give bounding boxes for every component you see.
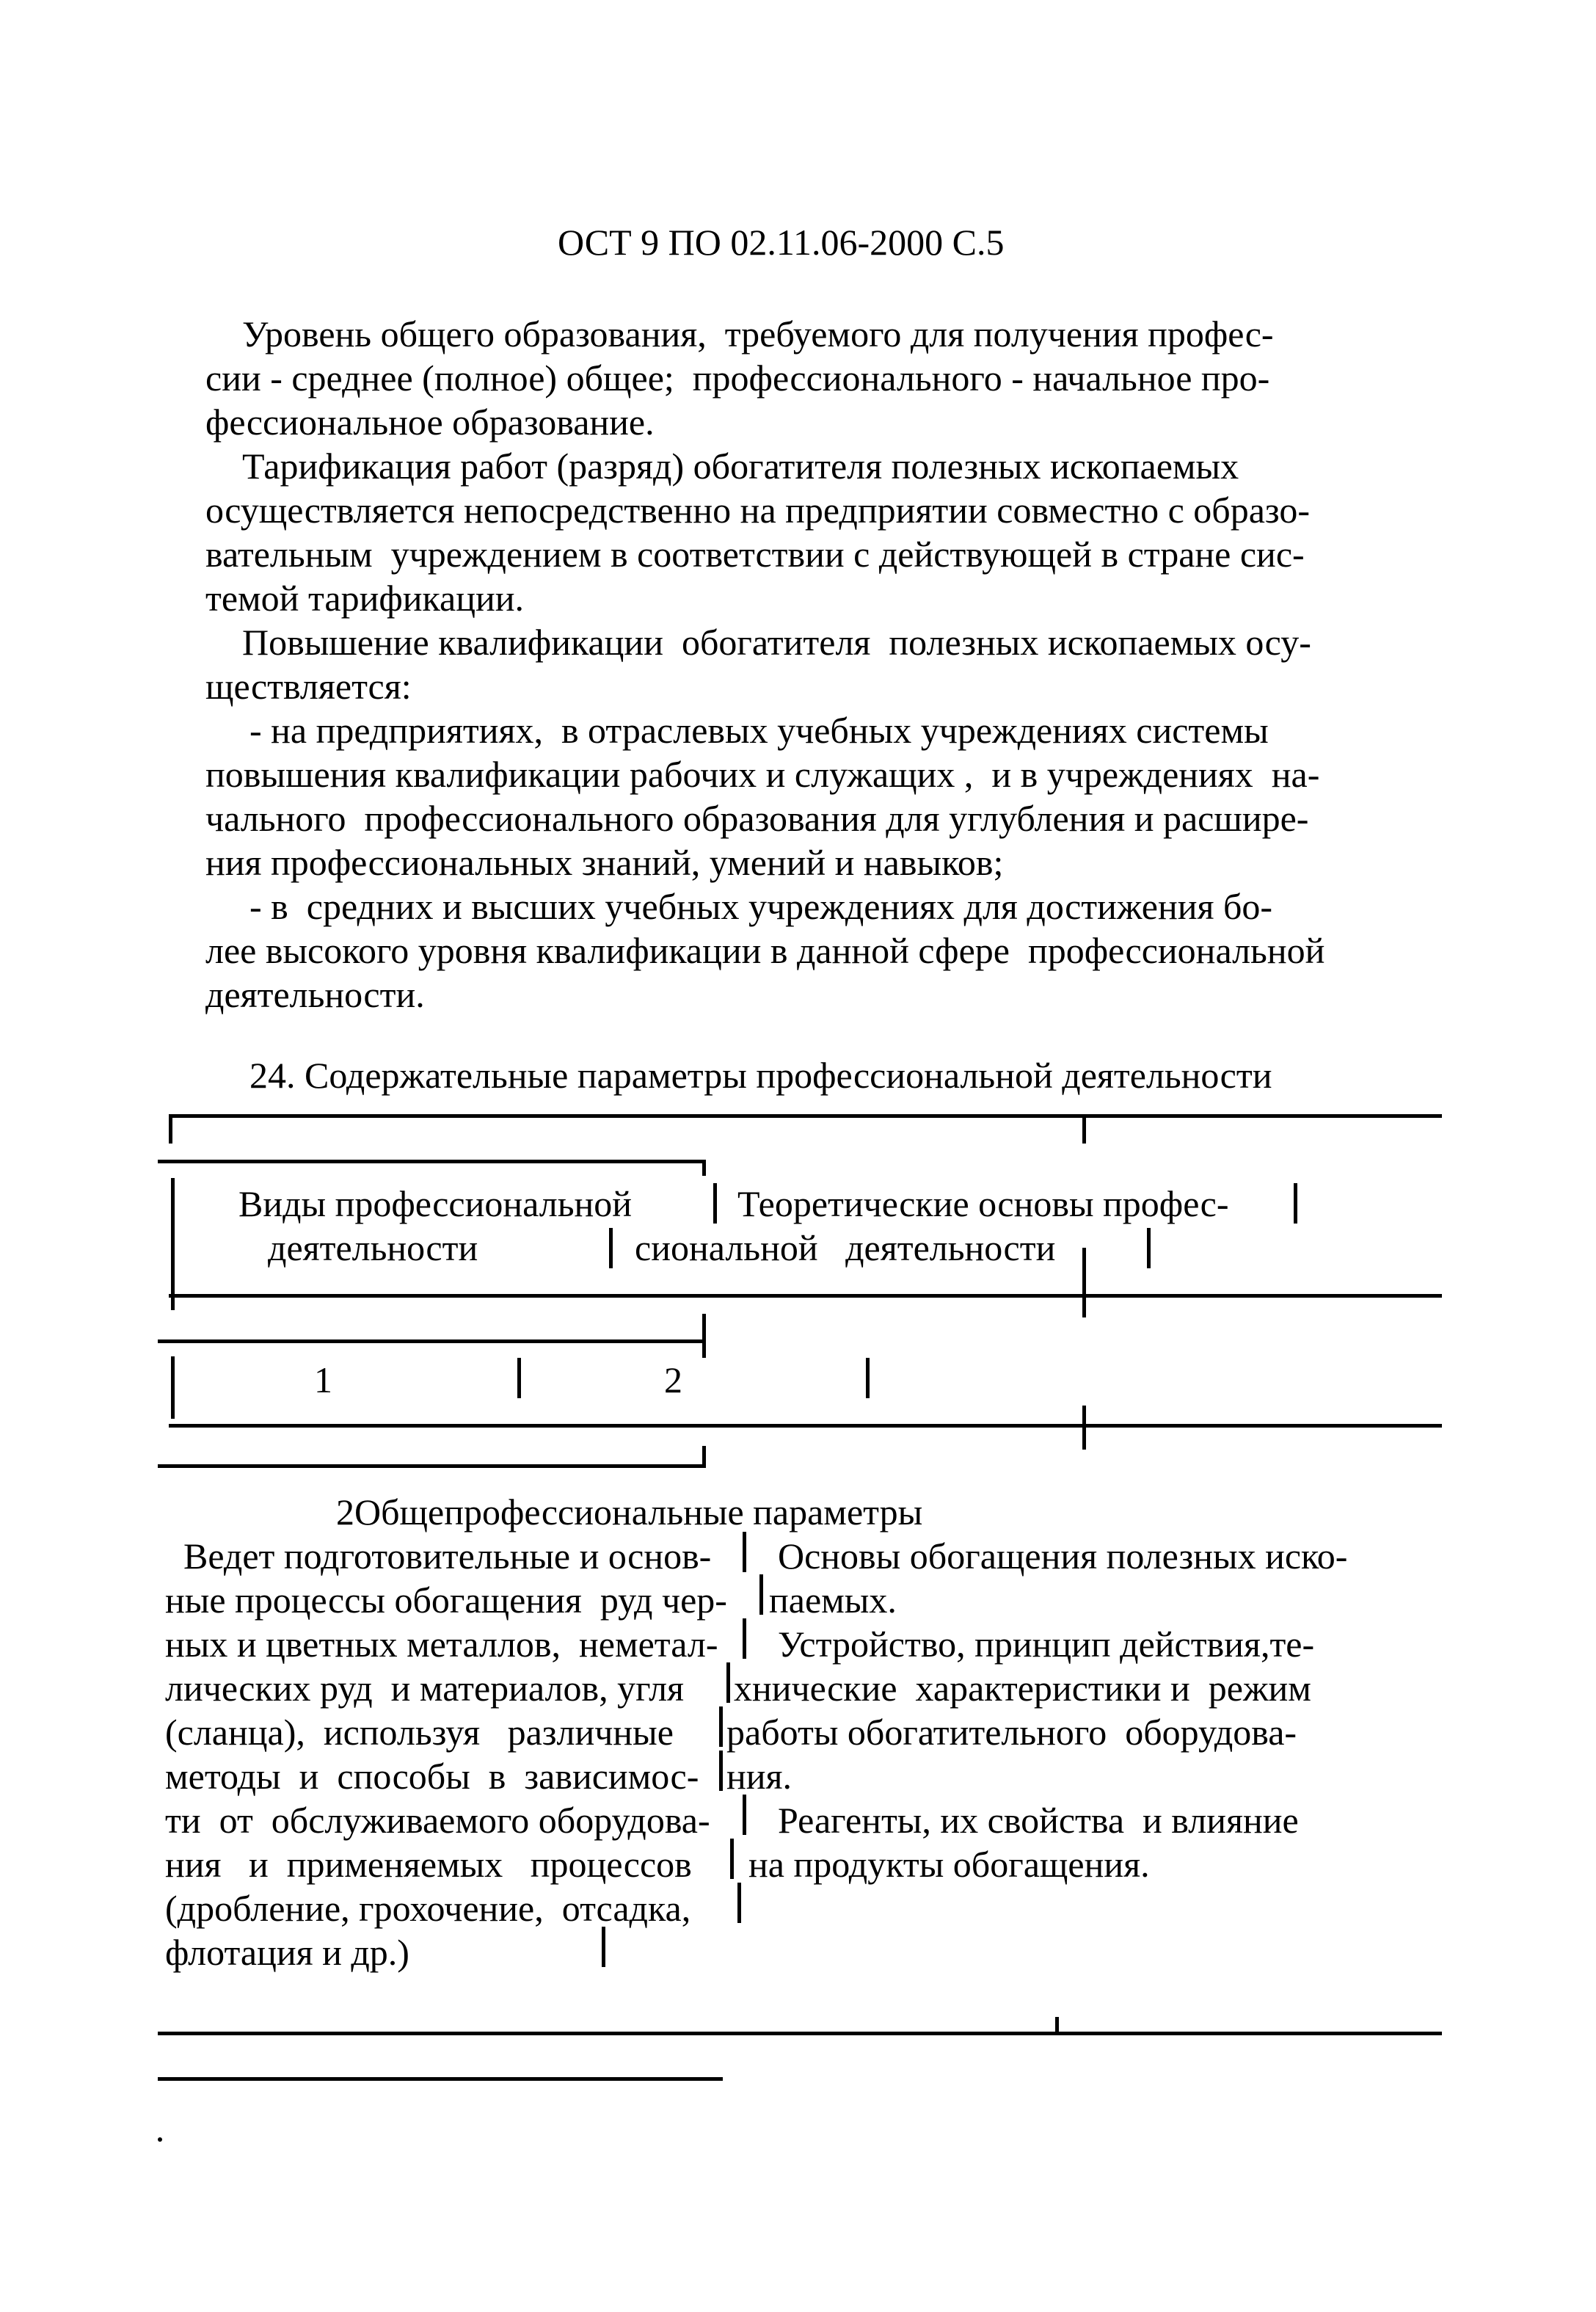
table-rule (719, 1706, 723, 1747)
paragraph-line: Уровень общего образования, требуемого для получения профес- (242, 313, 1274, 355)
table-cell-col2: Реагенты, их свойства и влияние (778, 1800, 1299, 1841)
table-rule (702, 1160, 706, 1176)
table-header-col2: Теоретические основы профес- (737, 1183, 1229, 1224)
table-cell-col2: паемых. (769, 1579, 897, 1621)
paragraph-line: осуществляется непосредственно на предприятии совместно с образо- (205, 490, 1311, 531)
table-rule (158, 1339, 706, 1343)
table-cell-col1: лических руд и материалов, угля (165, 1668, 685, 1709)
paragraph-line: деятельности. (205, 974, 425, 1015)
footnote-dot (158, 2137, 162, 2142)
paragraph-line: повышения квалификации рабочих и служащих , и в учреждениях на- (205, 754, 1320, 795)
table-rule (719, 1751, 723, 1791)
paragraph-line: вательным учреждением в соответствии с действующей в стране сис- (205, 534, 1305, 575)
table-rule (517, 1358, 521, 1398)
table-rule (730, 1839, 734, 1879)
table-rule (743, 1532, 746, 1572)
paragraph-line: ния профессиональных знаний, умений и навыков; (205, 842, 1004, 883)
page-header: ОСТ 9 ПО 02.11.06-2000 С.5 (558, 222, 1005, 263)
table-cell-col2: Устройство, принцип действия,те- (778, 1624, 1315, 1665)
table-cell-col1: методы и способы в зависимос- (165, 1756, 699, 1797)
table-rule (158, 1160, 706, 1163)
table-rule (702, 1314, 706, 1358)
paragraph-line: - на предприятиях, в отраслевых учебных учреждениях системы (249, 710, 1269, 751)
table-rule (169, 1294, 1442, 1298)
paragraph-line: чального профессионального образования для углубления и расшире- (205, 798, 1309, 839)
table-header-col1: деятельности (268, 1227, 478, 1268)
section-title: 24. Содержательные параметры профессиональной деятельности (249, 1055, 1272, 1096)
paragraph-line: фессиональное образование. (205, 401, 655, 443)
table-rule (158, 1464, 706, 1468)
table-rule (1147, 1228, 1151, 1268)
table-rule (866, 1358, 870, 1398)
table-rule (158, 2032, 1442, 2035)
paragraph-line: Повышение квалификации обогатителя полезных ископаемых осу- (242, 622, 1311, 663)
column-number: 2 (664, 1359, 682, 1400)
paragraph-line: сии - среднее (полное) общее; профессионального - начальное про- (205, 357, 1270, 399)
table-rule (702, 1446, 706, 1468)
table-cell-col1: ные процессы обогащения руд чер- (165, 1579, 727, 1621)
table-cell-col2: ния. (726, 1756, 792, 1797)
table-rule (759, 1574, 763, 1615)
table-cell-col1: (сланца), используя различные (165, 1712, 674, 1753)
table-header-col1: Виды профессиональной (238, 1183, 633, 1224)
table-rule (1082, 1406, 1086, 1450)
table-cell-col2: Основы обогащения полезных иско- (778, 1535, 1348, 1577)
table-rule (1082, 1248, 1086, 1317)
table-cell-col1: ти от обслуживаемого оборудова- (165, 1800, 710, 1841)
table-rule (158, 2077, 723, 2081)
table-rule (602, 1927, 605, 1967)
table-cell-col1: ных и цветных металлов, неметал- (165, 1624, 718, 1665)
paragraph-line: - в средних и высших учебных учреждениях для достижения бо- (249, 886, 1273, 927)
paragraph-line: темой тарификации. (205, 578, 525, 619)
table-rule (171, 1356, 175, 1419)
table-rule (1055, 2017, 1059, 2033)
table-cell-col1: (дробление, грохочение, отсадка, (165, 1888, 691, 1929)
table-cell-col2: на продукты обогащения. (748, 1844, 1150, 1885)
table-rule (743, 1795, 746, 1835)
table-rule (169, 1114, 1442, 1118)
table-rule (609, 1228, 613, 1268)
column-number: 1 (314, 1359, 332, 1400)
table-rule (743, 1618, 746, 1659)
paragraph-line: ществляется: (205, 666, 412, 707)
table-header-col2: сиональной деятельности (635, 1227, 1056, 1268)
table-rule (171, 1178, 175, 1310)
table-rule (737, 1883, 741, 1923)
table-rule (169, 1424, 1442, 1428)
table-cell-col2: работы обогатительного оборудова- (726, 1712, 1297, 1753)
table-cell-col1: флотация и др.) (165, 1932, 409, 1973)
table-cell-col2: хнические характеристики и режим (734, 1668, 1311, 1709)
table-rule (713, 1183, 717, 1224)
table-rule (1082, 1114, 1086, 1144)
table-cell-col1: ния и применяемых процессов (165, 1844, 692, 1885)
paragraph-line: лее высокого уровня квалификации в данной сфере профессиональной (205, 930, 1325, 971)
table-cell-col1: Ведет подготовительные и основ- (183, 1535, 712, 1577)
paragraph-line: Тарификация работ (разряд) обогатителя полезных ископаемых (242, 446, 1239, 487)
table-rule (1294, 1183, 1297, 1224)
table-rule (169, 1114, 172, 1144)
table-group-title: 2Общепрофессиональные параметры (336, 1491, 923, 1533)
table-rule (726, 1662, 730, 1703)
